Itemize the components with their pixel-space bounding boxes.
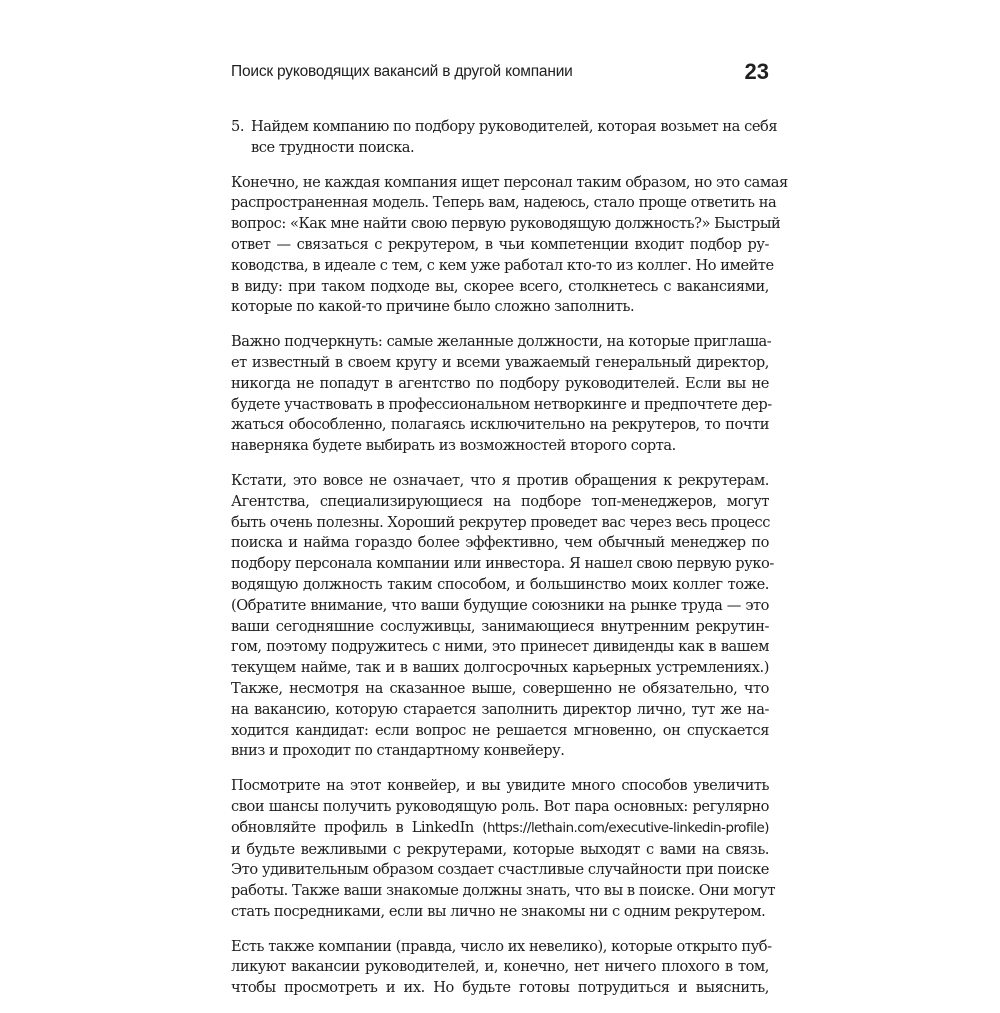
list-item-number: 5. <box>231 118 245 135</box>
link-line-prefix: обновляйте профиль в LinkedIn <box>231 818 483 836</box>
paragraph-4 <box>231 776 776 923</box>
text-line: в виду: при таком подходе вы, скорее всего, столкнетесь с вакансиями, <box>231 277 769 295</box>
text-line: текущем найме, так и в ваших долгосрочных карьерных устремлениях.) <box>231 659 769 677</box>
text-line <box>231 117 778 138</box>
text-line: вопрос: «Как мне найти свою первую руководящую должность?» Быстрый <box>231 215 781 233</box>
paragraph-5 <box>231 937 772 999</box>
paragraph-2 <box>231 332 772 457</box>
text-line: ваши сегодняшние сослуживцы, занимающиеся внутренним рекрутин- <box>231 617 769 635</box>
text-line: подбору персонала компании или инвестора. Я нашел свою первую руко- <box>231 555 774 573</box>
text-line: Агентства, специализирующиеся на подборе топ-менеджеров, могут <box>231 492 769 510</box>
list-item-text: Найдем компанию по подбору руководителей, которая возьмет на себя <box>251 118 778 135</box>
text-line: ответ — связаться с рекрутером, в чьи компетенции входит подбор ру- <box>231 235 769 253</box>
text-line: никогда не попадут в агентство по подбору руководителей. Если вы не <box>231 374 769 392</box>
linkedin-profile-link[interactable]: (https://lethain.com/executive-linkedin-profile) <box>482 820 769 836</box>
text-line: стать посредниками, если вы лично не знакомы ни с одним рекрутером. <box>231 902 766 920</box>
text-line: работы. Также ваши знакомые должны знать, что вы в поиске. Они могут <box>231 882 776 900</box>
running-header <box>231 60 769 86</box>
text-line <box>231 818 769 840</box>
text-line: которые по какой-то причине было сложно заполнить. <box>231 298 635 316</box>
text-line: Посмотрите на этот конвейер, и вы увидите много способов увеличить <box>231 777 769 795</box>
text-line: свои шансы получить руководящую роль. Вот пара основных: регулярно <box>231 797 769 815</box>
text-line: на вакансию, которую старается заполнить директор лично, тут же на- <box>231 700 769 718</box>
paragraph-1 <box>231 173 788 319</box>
paragraph-3 <box>231 471 774 762</box>
text-line: быть очень полезны. Хороший рекрутер проведет вас через весь процесс <box>231 513 770 531</box>
text-line: Важно подчеркнуть: самые желанные должности, на которые приглаша- <box>231 333 772 351</box>
text-line: ет известный в своем кругу и всеми уважаемый генеральный директор, <box>231 353 769 371</box>
numbered-list-item <box>231 117 778 159</box>
text-line: распространенная модель. Теперь вам, надеюсь, стало проще ответить на <box>231 194 777 212</box>
text-line: ководства, в идеале с тем, с кем уже работал кто-то из коллег. Но имейте <box>231 256 774 274</box>
text-line: водящую должность таким способом, и большинство моих коллег тоже. <box>231 575 769 593</box>
text-line: Кстати, это вовсе не означает, что я против обращения к рекрутерам. <box>231 471 769 489</box>
text-line: (Обратите внимание, что ваши будущие союзники на рынке труда — это <box>231 596 769 614</box>
text-line: вниз и проходит по стандартному конвейеру. <box>231 742 565 760</box>
text-line: все трудности поиска. <box>251 138 415 156</box>
text-line: поиска и найма гораздо более эффективно, чем обычный менеджер по <box>231 534 769 552</box>
text-line: ходится кандидат: если вопрос не решается мгновенно, он спускается <box>231 721 769 739</box>
text-line: Конечно, не каждая компания ищет персонал таким образом, но это самая <box>231 173 788 191</box>
text-line: ликуют вакансии руководителей, и, конечно, нет ничего плохого в том, <box>231 958 769 976</box>
text-line: и будьте вежливыми с рекрутерами, которые выходят с вами на связь. <box>231 840 769 858</box>
running-header-title: Поиск руководящих вакансий в другой компании <box>231 63 573 80</box>
text-line: наверняка будете выбирать из возможностей второго сорта. <box>231 437 676 455</box>
text-line: Также, несмотря на сказанное выше, совершенно не обязательно, что <box>231 679 769 697</box>
text-line: Это удивительным образом создает счастливые случайности при поиске <box>231 861 769 879</box>
text-line: будете участвовать в профессиональном нетворкинге и предпочтете дер- <box>231 395 772 413</box>
text-line: жаться обособленно, полагаясь исключительно на рекрутеров, то почти <box>231 416 769 434</box>
body-text <box>231 117 788 1013</box>
page-number: 23 <box>744 59 769 84</box>
text-line: Есть также компании (правда, число их невелико), которые открыто пуб- <box>231 937 772 955</box>
text-line: гом, поэтому подружитесь с ними, это принесет дивиденды как в вашем <box>231 638 769 656</box>
text-line: чтобы просмотреть и их. Но будьте готовы потрудиться и выяснить, <box>231 979 769 997</box>
